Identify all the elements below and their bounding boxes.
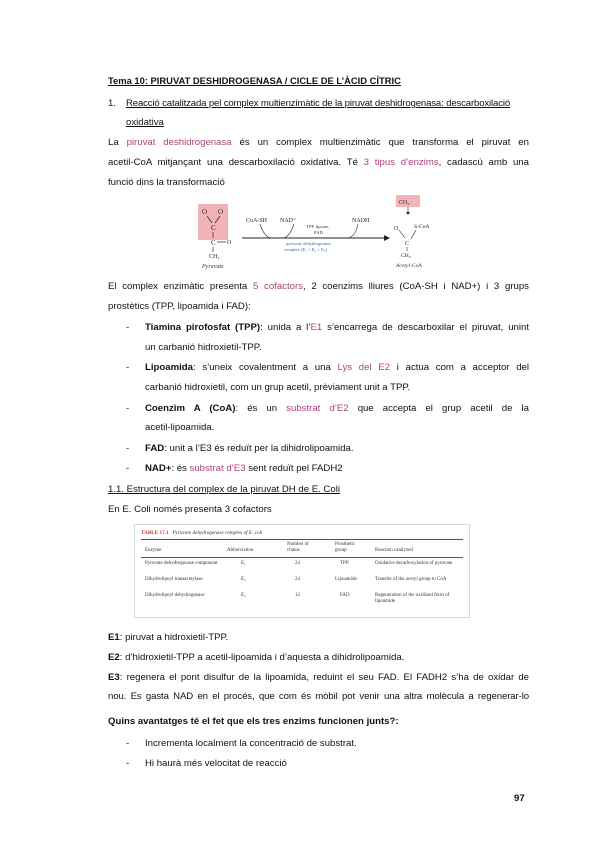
bullet-dash: - <box>126 443 130 454</box>
enzyme-name-line-2: complex (E₁ + E₂ + E₃) <box>284 247 328 252</box>
advantage-item: Incrementa localment la concentració de substrat. <box>145 738 357 749</box>
enzyme-table-figure <box>134 524 470 618</box>
pyruvate-o: O <box>218 208 224 216</box>
cofactor-line-1: TPP, lipoate, <box>306 224 330 229</box>
table-cell: Transfer of the acetyl group to CoA <box>375 577 447 582</box>
table-cell: TPP <box>340 561 349 566</box>
table-header: Number of chains <box>287 542 309 553</box>
acetyl-scoa: S-CoA <box>414 224 430 230</box>
bullet-coa: Coenzim A (CoA): és un substrat d’E2 que accepta el grup acetil de la <box>145 403 529 414</box>
bullet-tpp-cont: un carbanió hidroxietil-TPP. <box>145 342 262 353</box>
section1-title: Reacció catalitzada pel complex multienzimàtic de la piruvat deshidrogenasa: descarboxilació <box>126 98 511 109</box>
table-cell: E₂ <box>241 577 246 582</box>
bullet-dash: - <box>126 463 130 474</box>
table-header: Abbreviation <box>227 548 254 553</box>
reaction-figure <box>198 192 434 270</box>
table-cell: E₃ <box>241 593 246 598</box>
term-lys-e2: Lys del E2 <box>337 362 391 373</box>
bullet-dash: - <box>126 758 130 769</box>
intro-line-2: acetil-CoA mitjançant una descarboxilació oxidativa. Té 3 tipus d’enzims, cadascú amb una <box>108 157 529 168</box>
enzyme-name-line-1: pyruvate dehydrogenase <box>286 241 331 246</box>
bullet-dash: - <box>126 362 130 373</box>
table-caption-text: Pyruvate dehydrogenase complex of E. coli <box>172 530 263 536</box>
table-cell: Dihydrolipoyl transacetylase <box>145 577 203 582</box>
table-label: TABLE 17.1 <box>141 530 169 536</box>
cofactors-line-2: prostètics (TPP, lipoamida i FAD): <box>108 301 251 312</box>
term-substrat-e3: substrat d’E3 <box>189 463 246 474</box>
table-cell: E₁ <box>241 561 246 566</box>
table-cell: 24 <box>295 577 300 582</box>
nadh-label: NADH <box>352 218 370 224</box>
acetyl-c: C <box>405 241 410 247</box>
term-3-tipus-enzims: 3 tipus d’enzims <box>363 157 439 168</box>
acetyl-o: O <box>394 226 399 232</box>
heading-title: : PIRUVAT DESHIDROGENASA / CICLE DE L’ÀCID CÍTRIC <box>144 75 401 86</box>
pyruvate-ch3: CH₃ <box>209 254 220 260</box>
table-cell: 12 <box>295 593 300 598</box>
table-header: Reaction catalyzed <box>375 548 413 553</box>
advantage-item: Hi haurà més velocitat de reacció <box>145 758 287 769</box>
table-caption <box>141 530 262 536</box>
bullet-lipoamida: Lipoamida: s’uneix covalentment a una Lys del E2 i actua com a acceptor del <box>145 362 529 373</box>
cofactor-line-2: FAD <box>314 230 323 235</box>
e2-description: E2: d’hidroxietil-TPP a acetil-lipoamida i d’aquesta a dihidrolipoamida. <box>108 652 405 663</box>
table-cell: 24 <box>295 561 300 566</box>
pyruvate-label: Pyruvate <box>202 264 224 270</box>
pyruvate-o-minus: O <box>202 208 208 216</box>
co2-label: CO₂ <box>399 200 410 206</box>
coash-label: CoA-SH <box>246 218 268 224</box>
bullet-coa-cont: acetil-lipoamida. <box>145 422 215 433</box>
bullet-tpp: Tiamina pirofosfat (TPP): unida a l’E1 s’encarrega de descarboxilar el piruvat, unint <box>145 322 529 333</box>
table-header: Prosthetic group <box>335 542 355 553</box>
advantages-question: Quins avantatges té el fet que els tres enzims funcionen junts?: <box>108 716 399 727</box>
pyruvate-o2: O <box>227 240 232 246</box>
subsection-title: 1.1. Estructura del complex de la piruvat DH de E. Coli <box>108 484 340 495</box>
table-header: Enzyme <box>145 548 162 553</box>
section1-title-cont: oxidativa <box>126 117 164 128</box>
cofactors-line-1: El complex enzimàtic presenta 5 cofactors, 2 coenzims lliures (CoA-SH i NAD+) i 3 grups <box>108 281 529 292</box>
nad-label: NAD⁺ <box>280 218 297 224</box>
bullet-dash: - <box>126 403 130 414</box>
acetyl-coa-label: Acetyl-CoA <box>396 263 422 269</box>
pyruvate-c2: C <box>211 239 216 247</box>
heading-topic-number: Tema 10 <box>108 75 145 86</box>
table-cell: Lipoamide <box>335 577 357 582</box>
acetyl-ch3: CH₃ <box>401 253 411 259</box>
intro-line-1: La piruvat deshidrogenasa és un complex multienzimàtic que transforma el piruvat en <box>108 137 529 148</box>
bullet-nad: NAD+: és substrat d’E3 sent reduït pel FADH2 <box>145 463 343 474</box>
e3-description-cont: nou. Es gasta NAD en el procés, que com és mòbil pot venir una altra molècula a regenerar-lo <box>108 691 529 702</box>
e1-description: E1: piruvat a hidroxietil-TPP. <box>108 632 229 643</box>
intro-line-3: funció dins la transformació <box>108 177 225 188</box>
bullet-lipoamida-cont: carbanió hidroxietil, com un grup acetil, prèviament unit a TPP. <box>145 382 411 393</box>
pyruvate-c1: C <box>211 224 216 232</box>
page-heading <box>108 75 401 87</box>
table-cell: FAD <box>340 593 350 598</box>
bullet-fad: FAD: unit a l’E3 és reduït per la dihidrolipoamida. <box>145 443 354 454</box>
table-cell: Pyruvate dehydrogenase component <box>145 561 218 566</box>
page-number: 97 <box>514 793 525 804</box>
section1-number: 1. <box>108 98 117 109</box>
term-5-cofactors: 5 cofactors <box>252 281 303 292</box>
table-cell: Regeneration of the oxidized form of lipoamide <box>375 593 450 604</box>
bullet-dash: - <box>126 322 130 333</box>
term-e1: E1 <box>310 322 323 333</box>
term-substrat-e2: substrat d’E2 <box>286 403 349 414</box>
table-cell: Dihydrolipoyl dehydrogenase <box>145 593 205 598</box>
table-cell: Oxidative decarboxylation of pyruvate <box>375 561 453 566</box>
subsection-intro: En E. Coli només presenta 3 cofactors <box>108 504 272 515</box>
term-piruvat-deshidrogenasa: piruvat deshidrogenasa <box>126 137 232 148</box>
bullet-dash: - <box>126 738 130 749</box>
e3-description: E3: regenera el pont disulfur de la lipoamida, reduint el seu FAD. El FADH2 s’ha de oxidar de <box>108 672 529 683</box>
